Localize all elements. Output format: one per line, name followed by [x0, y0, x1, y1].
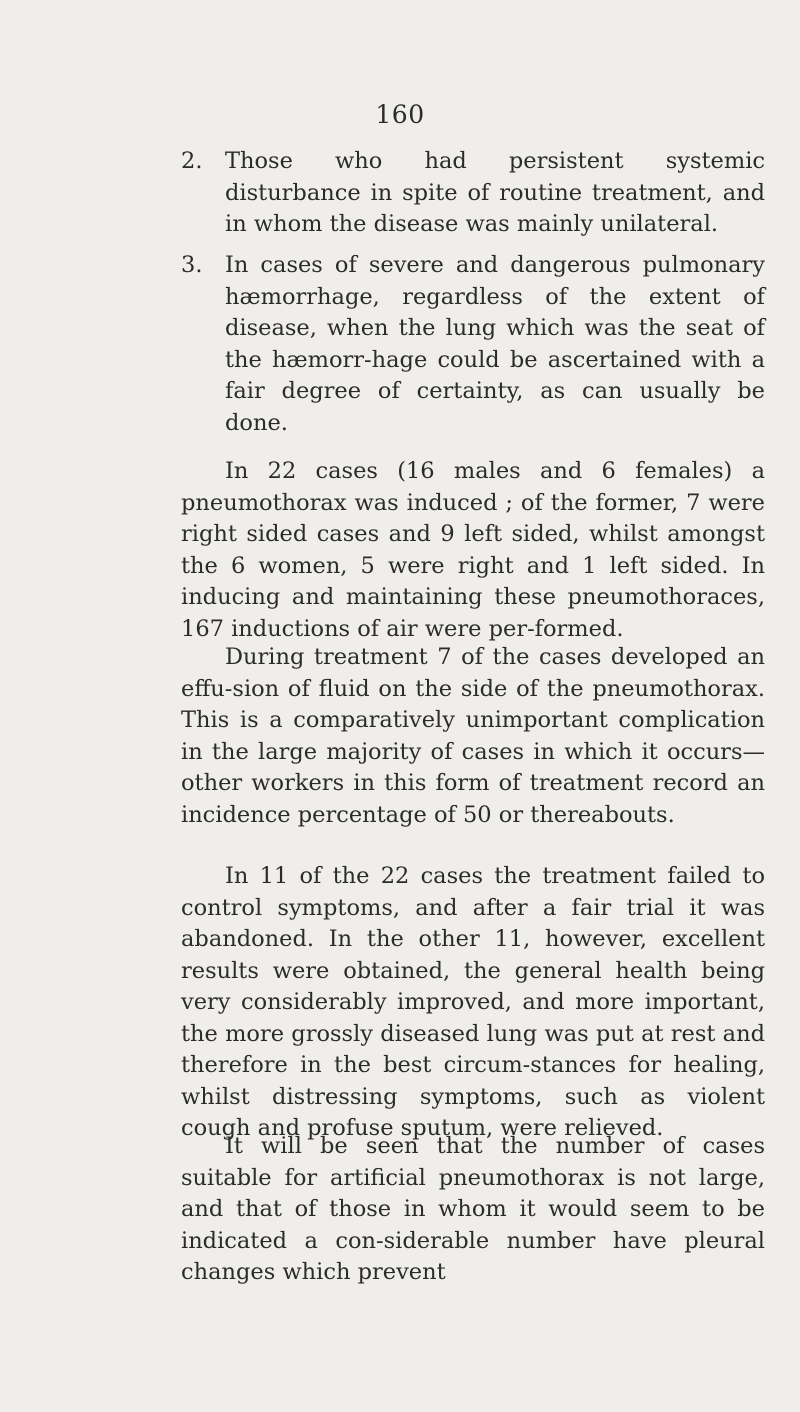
numbered-item-2	[181, 146, 765, 241]
numbered-item-3	[181, 250, 765, 439]
item-text: Those who had persistent systemic disturbance in spite of routine treatment, and in whom the disease was mainly unilateral.	[225, 148, 765, 237]
item-number: 3.	[181, 252, 203, 278]
paragraph: It will be seen that the number of cases suitable for artificial pneumothorax is not large, and that of those in whom it would seem to be indicated a con-siderable number have pleural changes which prevent	[181, 1133, 765, 1285]
paragraph-results	[181, 861, 765, 1145]
paragraph-pneumothorax-cases	[181, 456, 765, 645]
item-text: In cases of severe and dangerous pulmonary hæmorrhage, regardless of the extent of disease, when the lung which was the seat of the hæmorr-hage could be ascertained with a fair degree of certainty, as can usually be done.	[225, 252, 765, 436]
paragraph: During treatment 7 of the cases developed an effu-sion of fluid on the side of the pneumothorax. This is a comparatively unimportant complication in the large majority of cases in which it occurs—other workers in this form of treatment record an incidence percentage of 50 or thereabouts.	[181, 644, 765, 828]
item-number: 2.	[181, 148, 203, 174]
paragraph-effusion	[181, 642, 765, 831]
paragraph: In 22 cases (16 males and 6 females) a pneumothorax was induced ; of the former, 7 were right sided cases and 9 left sided, whilst amongst the 6 women, 5 were right and 1 left sided. In inducing and maintaining these pneumothoraces, 167 inductions of air were per-formed.	[181, 458, 765, 642]
paragraph-conclusion	[181, 1131, 765, 1289]
page-number: 160	[375, 100, 425, 129]
paragraph: In 11 of the 22 cases the treatment failed to control symptoms, and after a fair trial it was abandoned. In the other 11, however, excellent results were obtained, the general health being very considerably improved, and more important, the more grossly diseased lung was put at rest and therefore in the best circum-stances for healing, whilst distressing symptoms, such as violent cough and profuse sputum, were relieved.	[181, 863, 765, 1141]
